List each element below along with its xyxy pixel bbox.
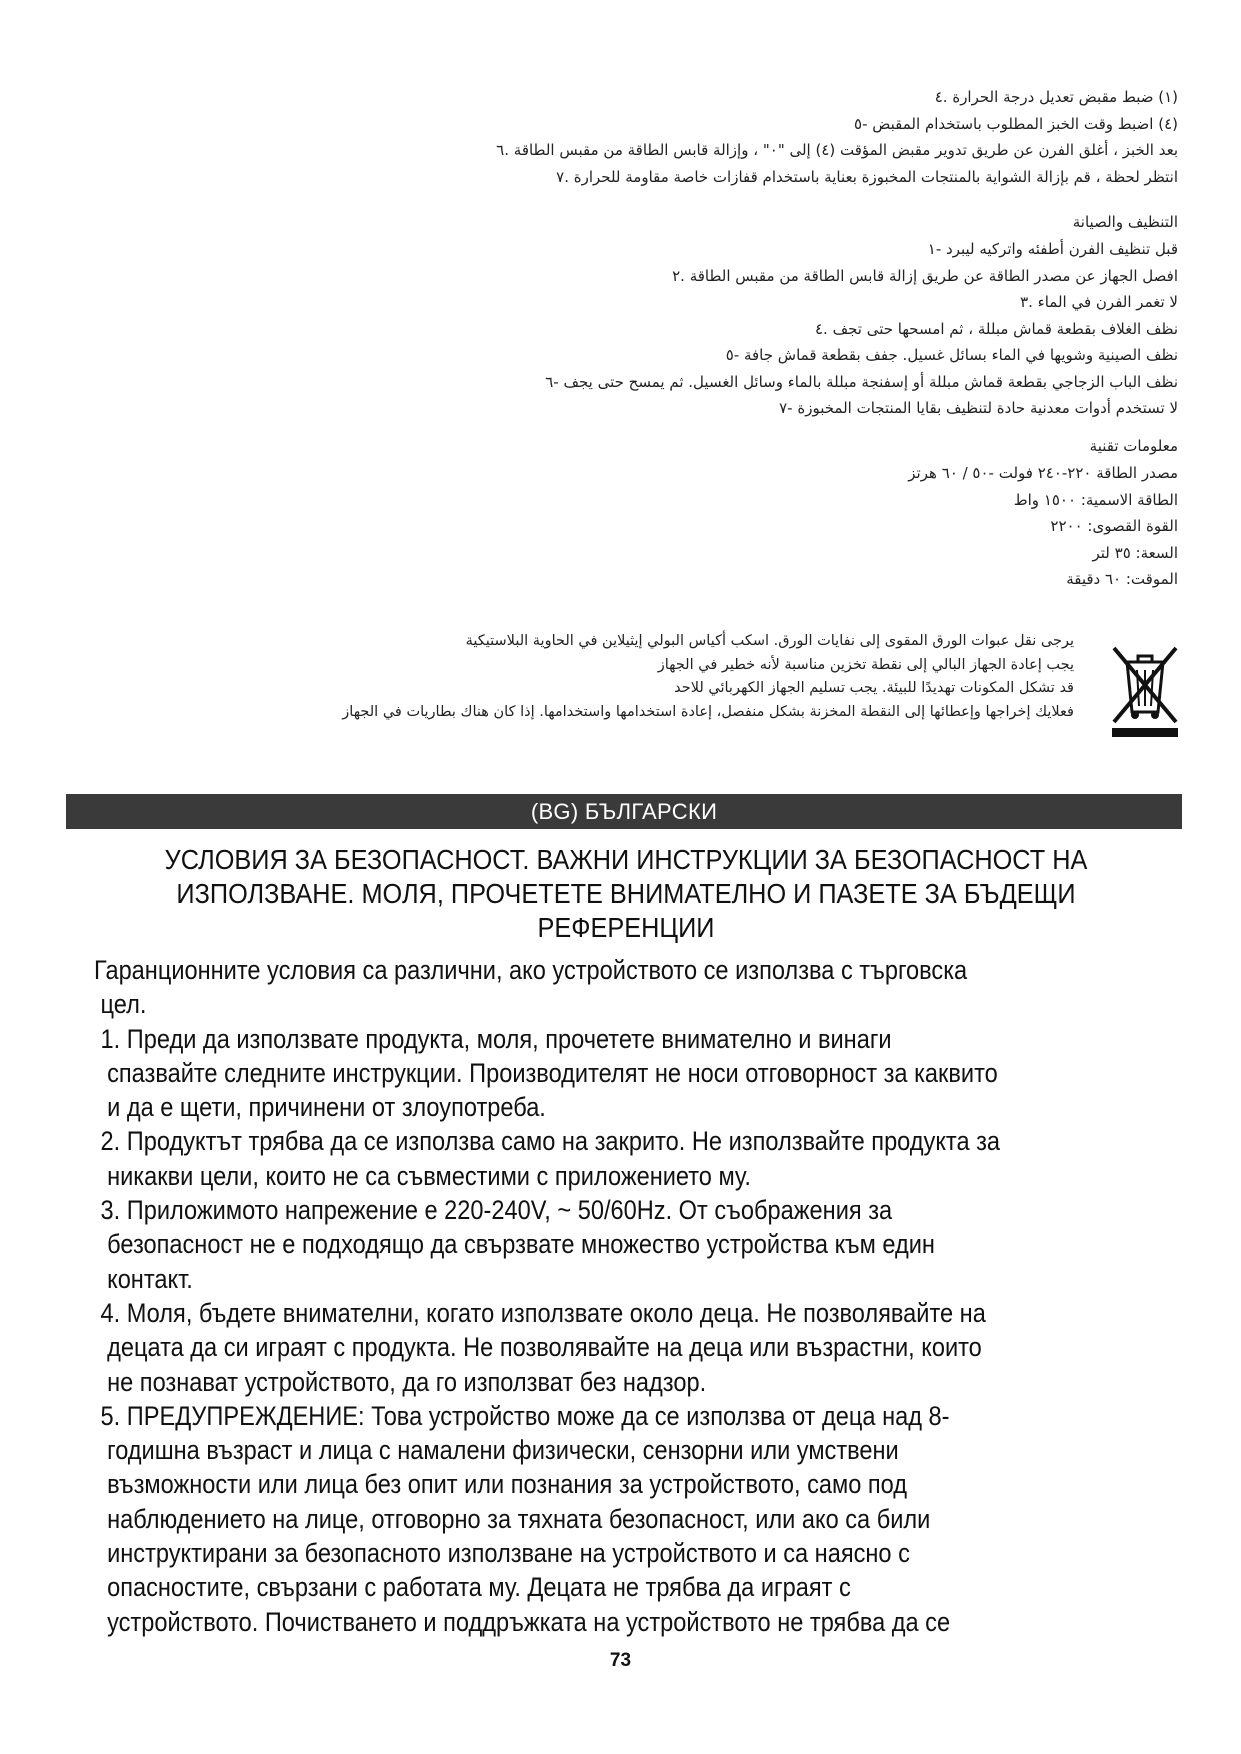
safety-instructions xyxy=(94,953,1184,1639)
body-line: 4. Моля, бъдете внимателни, когато използвате около деца. Не позволявайте на xyxy=(94,1297,986,1328)
cleaning-line: لا تغمر الفرن في الماء .٣ xyxy=(1020,293,1178,311)
body-line: контакт. xyxy=(94,1263,193,1294)
page-number: 73 xyxy=(609,1650,632,1671)
technical-heading: معلومات تقنية xyxy=(1089,437,1178,455)
weee-crossed-bin-icon xyxy=(1108,640,1182,740)
arabic-instruction-line: (٤) اضبط وقت الخبز المطلوب باستخدام المقبض -٥ xyxy=(854,114,1178,133)
cleaning-line: افصل الجهاز عن مصدر الطاقة عن طريق إزالة قابس الطاقة من مقبس الطاقة .٢ xyxy=(672,266,1178,285)
cleaning-section xyxy=(128,209,1178,422)
body-line: спазвайте следните инструкции. Производителят не носи отговорност за каквито xyxy=(94,1057,998,1088)
arabic-instruction-line: انتظر لحظة ، قم بإزالة الشواية بالمنتجات المخبوزة بعناية باستخدام قفازات خاصة مقاومة للحرارة .٧ xyxy=(556,167,1178,186)
technical-line: الموقت: ٦٠ دقيقة xyxy=(1066,570,1178,588)
cleaning-line: قبل تنظيف الفرن أطفئه واتركيه ليبرد -١ xyxy=(927,240,1178,258)
body-line: Гаранционните условия са различни, ако устройството се използва с търговска xyxy=(94,955,968,985)
cleaning-line: نظف الباب الزجاجي بقطعة قماش مبللة أو إسفنجة مبللة بالماء وسائل الغسيل. ثم يمسح حتى يجف -٦ xyxy=(545,372,1178,391)
safety-title-line: ИЗПОЛЗВАНЕ. МОЛЯ, ПРОЧЕТЕТЕ ВНИМАТЕЛНО И ПАЗЕТЕ ЗА БЪДЕЩИ xyxy=(176,878,1076,909)
body-line: опасностите, свързани с работата му. Децата не трябва да играят с xyxy=(94,1572,851,1603)
body-line: никакви цели, които не са съвместими с приложението му. xyxy=(94,1160,751,1191)
cleaning-heading: التنظيف والصيانة xyxy=(1072,213,1178,231)
body-line: годишна възраст и лица с намалени физически, сензорни или умствени xyxy=(94,1435,899,1466)
recycling-line: قد تشكل المكونات تهديدًا للبيئة. يجب تسليم الجهاز الكهربائي للاحد xyxy=(674,680,1074,696)
technical-line: مصدر الطاقة ٢٢٠-٢٤٠ فولت -٥٠ / ٦٠ هرتز xyxy=(908,464,1178,482)
language-banner: (BG) БЪЛГАРСКИ xyxy=(66,794,1182,829)
body-line: 3. Приложимото напрежение е 220-240V, ~ 50/60Hz. От съображения за xyxy=(94,1195,893,1226)
body-line: не познават устройството, да го използват без надзор. xyxy=(94,1366,707,1397)
cleaning-line: نظف الغلاف بقطعة قماش مبللة ، ثم امسحها حتى تجف .٤ xyxy=(814,319,1178,338)
body-line: наблюдението на лице, отговорно за тяхната безопасност, или ако са били xyxy=(94,1503,931,1534)
recycling-line: يجب إعادة الجهاز البالي إلى نقطة تخزين مناسبة لأنه خطير في الجهاز xyxy=(657,656,1074,673)
arabic-instruction-line: (١) ضبط مقبض تعديل درجة الحرارة .٤ xyxy=(934,88,1178,106)
technical-line: السعة: ٣٥ لتر xyxy=(1092,543,1178,562)
technical-line: القوة القصوى: ٢٢٠٠ xyxy=(1050,517,1178,535)
body-line: безопасност не е подходящо да свързвате множество устройства към един xyxy=(94,1229,935,1260)
body-line: устройството. Почистването и поддръжката на устройството не трябва да се xyxy=(94,1606,951,1637)
technical-line: الطاقة الاسمية: ١٥٠٠ واط xyxy=(1013,490,1178,509)
body-line: 2. Продуктът трябва да се използва само на закрито. Не използвайте продукта за xyxy=(94,1126,1001,1157)
body-line: възможности или лица без опит или познания за устройството, само под xyxy=(94,1469,908,1500)
body-line: и да е щети, причинени от злоупотреба. xyxy=(94,1092,546,1123)
body-line: децата да си играят с продукта. Не позволявайте на деца или възрастни, които xyxy=(94,1332,982,1363)
safety-title xyxy=(138,843,1113,945)
safety-title-line: УСЛОВИЯ ЗА БЕЗОПАСНОСТ. ВАЖНИ ИНСТРУКЦИИ ЗА БЕЗОПАСНОСТ НА xyxy=(164,844,1088,875)
cleaning-line: نظف الصينية وشويها في الماء بسائل غسيل. جفف بقطعة قماش جافة -٥ xyxy=(725,346,1178,364)
cleaning-line: لا تستخدم أدوات معدنية حادة لتنظيف بقايا المنتجات المخبوزة -٧ xyxy=(779,399,1178,417)
recycling-notice xyxy=(106,630,1186,740)
body-line: инструктирани за безопасното използване на устройството и са наясно с xyxy=(94,1538,910,1569)
recycling-line: يرجى نقل عبوات الورق المقوى إلى نفايات الورق. اسكب أكياس البولي إيثيلاين في الحاوية البلاستيكية xyxy=(465,633,1074,649)
recycling-line: فعلايك إخراجها وإعطائها إلى النقطة المخزنة بشكل منفصل، إعادة استخدامها واستخدامها. إذا كان هناك بطاريات في الجهاز xyxy=(342,703,1074,720)
body-line: 1. Преди да използвате продукта, моля, прочетете внимателно и винаги xyxy=(94,1023,892,1054)
technical-section xyxy=(128,433,1178,593)
safety-title-line: РЕФЕРЕНЦИИ xyxy=(537,912,715,943)
body-line: 5. ПРЕДУПРЕЖДЕНИЕ: Това устройство може да се използва от деца над 8- xyxy=(94,1400,950,1431)
arabic-instruction-line: بعد الخبز ، أغلق الفرن عن طريق تدوير مقبض المؤقت (٤) إلى "٠" ، وإزالة قابس الطاقة من مقبس الطاقة .٦ xyxy=(496,141,1178,159)
arabic-instructions xyxy=(128,84,1178,190)
body-line: цел. xyxy=(94,989,147,1020)
